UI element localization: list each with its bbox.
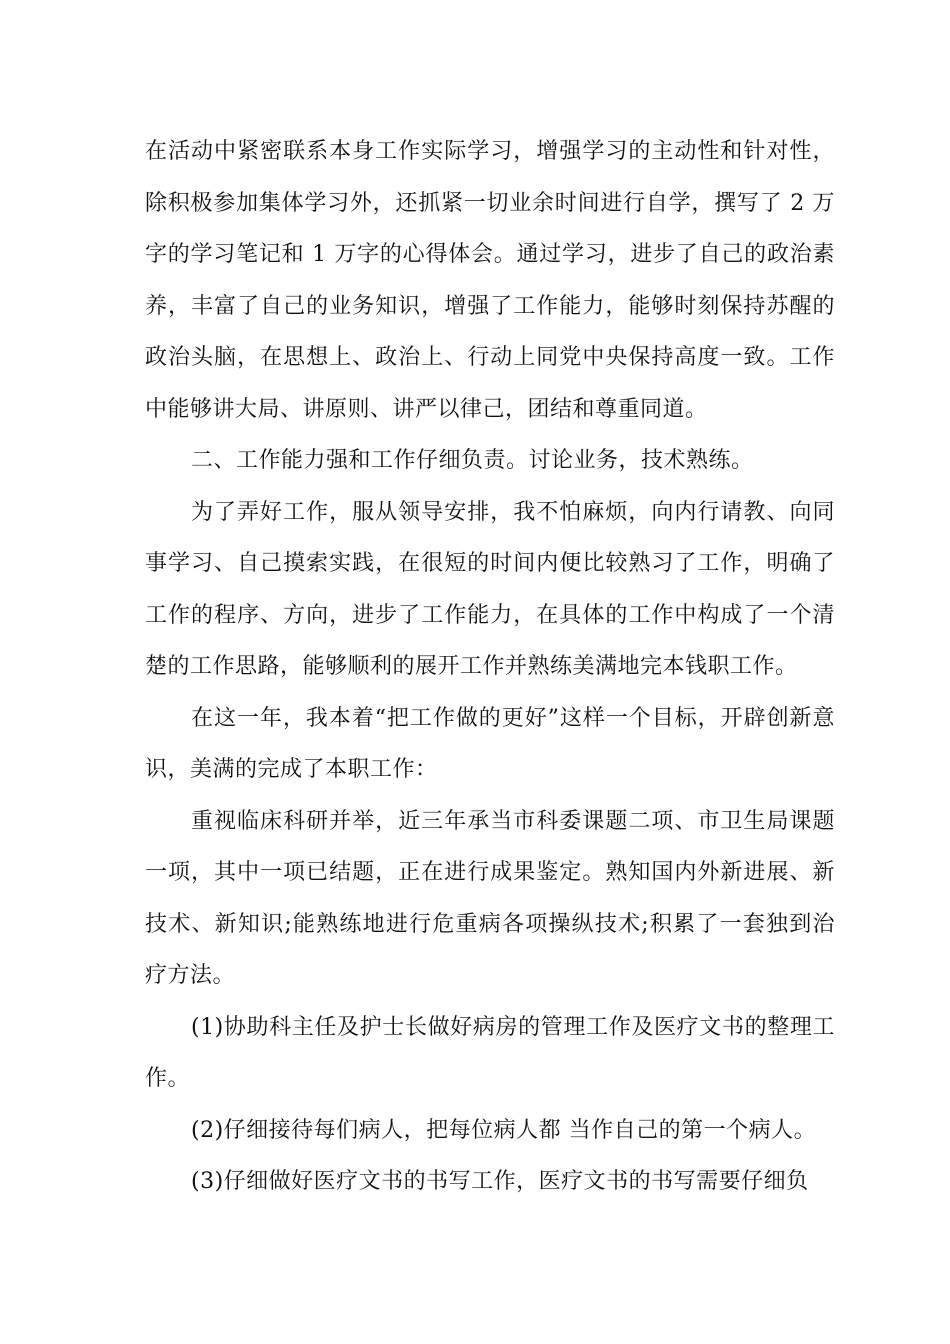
list-item-3: (3)仔细做好医疗文书的书写工作，医疗文书的书写需要仔细负 — [191, 1169, 809, 1194]
document-body — [145, 126, 835, 1208]
paragraph-section-two-heading: 二、工作能力强和工作仔细负责。讨论业务，技术熟练。 — [191, 448, 754, 473]
list-item-2: (2)仔细接待每们病人，把每位病人都 当作自己的第一个病人。 — [191, 1117, 817, 1143]
paragraph-research: 重视临床科研并举，近三年承当市科委课题二项、市卫生局课题一项，其中一项已结题，正在进行成果鉴定。熟知国内外新进展、新技术、新知识;能熟练地进行危重病各项操纵技术;积累了一套独到治疗方法。 — [145, 808, 835, 988]
paragraph-study: 在活动中紧密联系本身工作实际学习，增强学习的主动性和针对性，除积极参加集体学习外，还抓紧一切业余时间进行自学，撰写了 2 万字的学习笔记和 1 万字的心得体会。通过学习，进步了自己的政治素养，丰富了自己的业务知识，增强了工作能力，能够时刻保持苏醒的政治头脑，在思想上、政治上、行动上同党中央保持高度一致。工作中能够讲大局、讲原则、讲严以律己，团结和尊重同道。 — [145, 139, 835, 422]
paragraph-work-ability: 为了弄好工作，服从领导安排，我不怕麻烦，向内行请教、向同事学习、自己摸索实践，在很短的时间内便比较熟习了工作，明确了工作的程序、方向，进步了工作能力，在具体的工作中构成了一个清楚的工作思路，能够顺利的展开工作并熟练美满地完本钱职工作。 — [145, 499, 835, 679]
paragraph-yearly-goal: 在这一年，我本着“把工作做的更好”这样一个目标，开辟创新意识，美满的完成了本职工作： — [145, 705, 835, 782]
list-item-1: (1)协助科主任及护士长做好病房的管理工作及医疗文书的整理工作。 — [145, 1014, 835, 1091]
